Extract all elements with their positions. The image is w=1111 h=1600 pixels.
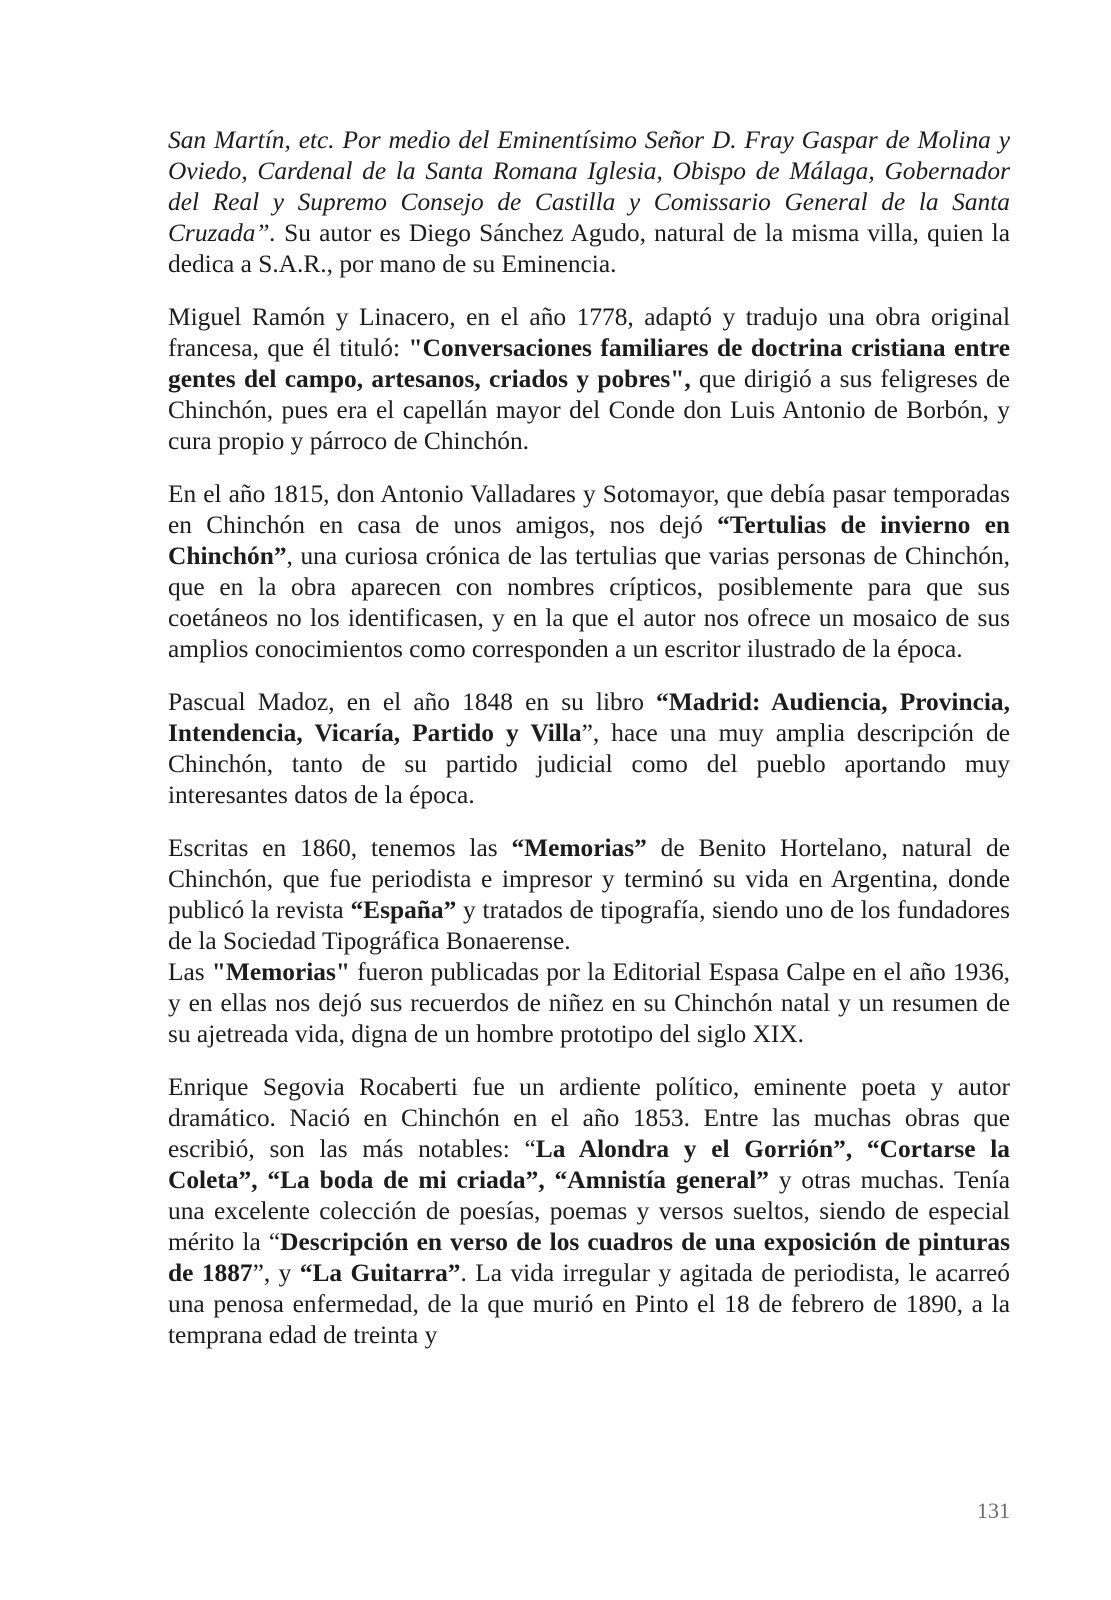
text-run: , una curiosa crónica de las tertulias que varias personas de Chinchón, que en la obra aparecen con nombres crípticos, posiblemente para que sus coetáneos no los identificasen, y en la que el autor nos ofrece un mosaico de sus amplios conocimientos como corresponden a un escritor ilustrado de la época. bbox=[168, 542, 1010, 663]
text-run: . La vida irregular y agitada de periodista, le acarreó una penosa enfermedad, de la que murió en Pinto el 18 de febrero de 1890, a la temprana edad de treinta y bbox=[168, 1259, 1010, 1349]
bold-title: Descripción en verso de los cuadros de una exposición de pinturas de 1887 bbox=[168, 1228, 1010, 1287]
paragraph bbox=[168, 302, 1010, 457]
italic-text: San Martín, etc. Por medio del Eminentísimo Señor D. Fray Gaspar de Molina y Oviedo, Cardenal de la Santa Romana Iglesia, Obispo de Málaga, Gobernador del Real y Supremo Consejo de Castilla y Comissario General de la Santa Cruzada”. bbox=[168, 126, 1010, 247]
bold-title: "Memorias" bbox=[211, 958, 350, 986]
text-run: Su autor es Diego Sánchez Agudo, natural de la misma villa, quien la dedica a S.A.R., por mano de su Eminencia. bbox=[168, 219, 1010, 278]
text-run: y otras muchas. Tenía una excelente colección de poesías, poemas y versos sueltos, siendo de especial mérito la “ bbox=[168, 1166, 1010, 1256]
text-run: que dirigió a sus feligreses de Chinchón, pues era el capellán mayor del Conde don Luis Antonio de Borbón, y cura propio y párroco de Chinchón. bbox=[168, 365, 1010, 455]
bold-title: “Madrid: Audiencia, Provincia, Intendencia, Vicaría, Partido y Villa bbox=[168, 688, 1010, 747]
text-run: Las bbox=[168, 958, 212, 986]
text-run: ”, hace una muy amplia descripción de Chinchón, tanto de su partido judicial como del pueblo aportando muy interesantes datos de la época. bbox=[168, 719, 1010, 809]
text-run: y tratados de tipografía, siendo uno de los fundadores de la Sociedad Tipográfica Bonaerense. bbox=[168, 896, 1010, 955]
text-run: de Benito Hortelano, natural de Chinchón, que fue periodista e impresor y terminó su vida en Argentina, donde publicó la revista bbox=[168, 834, 1010, 924]
bold-title: “Memorias” bbox=[511, 834, 647, 862]
text-run: Escritas en 1860, tenemos las bbox=[168, 834, 512, 862]
paragraph bbox=[168, 1072, 1010, 1351]
text-run: Miguel Ramón y Linacero, en el año 1778, adaptó y tradujo una obra original francesa, que él tituló: bbox=[168, 303, 1010, 362]
text-run: Pascual Madoz, en el año 1848 en su libro bbox=[168, 688, 657, 716]
paragraph bbox=[168, 479, 1010, 665]
text-run: Enrique Segovia Rocaberti fue un ardiente político, eminente poeta y autor dramático. Nació en Chinchón en el año 1853. Entre las muchas obras que escribió, son las más notables: “ bbox=[168, 1073, 1010, 1163]
body-text bbox=[168, 125, 1010, 1373]
bold-title: “Tertulias de invierno en Chinchón” bbox=[168, 511, 1010, 570]
text-run: En el año 1815, don Antonio Valladares y Sotomayor, que debía pasar temporadas en Chinchón en casa de unos amigos, nos dejó bbox=[168, 480, 1010, 539]
page-number: 131 bbox=[977, 1498, 1010, 1523]
bold-title: La Alondra y el Gorrión”, “Cortarse la Coleta”, “La boda de mi criada”, “Amnistía general” bbox=[168, 1135, 1010, 1194]
bold-title: “España” bbox=[350, 896, 457, 924]
paragraph bbox=[168, 957, 1010, 1050]
paragraph bbox=[168, 125, 1010, 280]
text-run: ”, y bbox=[252, 1259, 300, 1287]
bold-title: "Conversaciones familiares de doctrina cristiana entre gentes del campo, artesanos, criados y pobres", bbox=[168, 334, 1010, 393]
bold-title: “La Guitarra” bbox=[299, 1259, 461, 1287]
paragraph bbox=[168, 833, 1010, 957]
text-run: fueron publicadas por la Editorial Espasa Calpe en el año 1936, y en ellas nos dejó sus recuerdos de niñez en su Chinchón natal y un resumen de su ajetreada vida, digna de un hombre prototipo del siglo XIX. bbox=[168, 958, 1010, 1048]
paragraph bbox=[168, 687, 1010, 811]
